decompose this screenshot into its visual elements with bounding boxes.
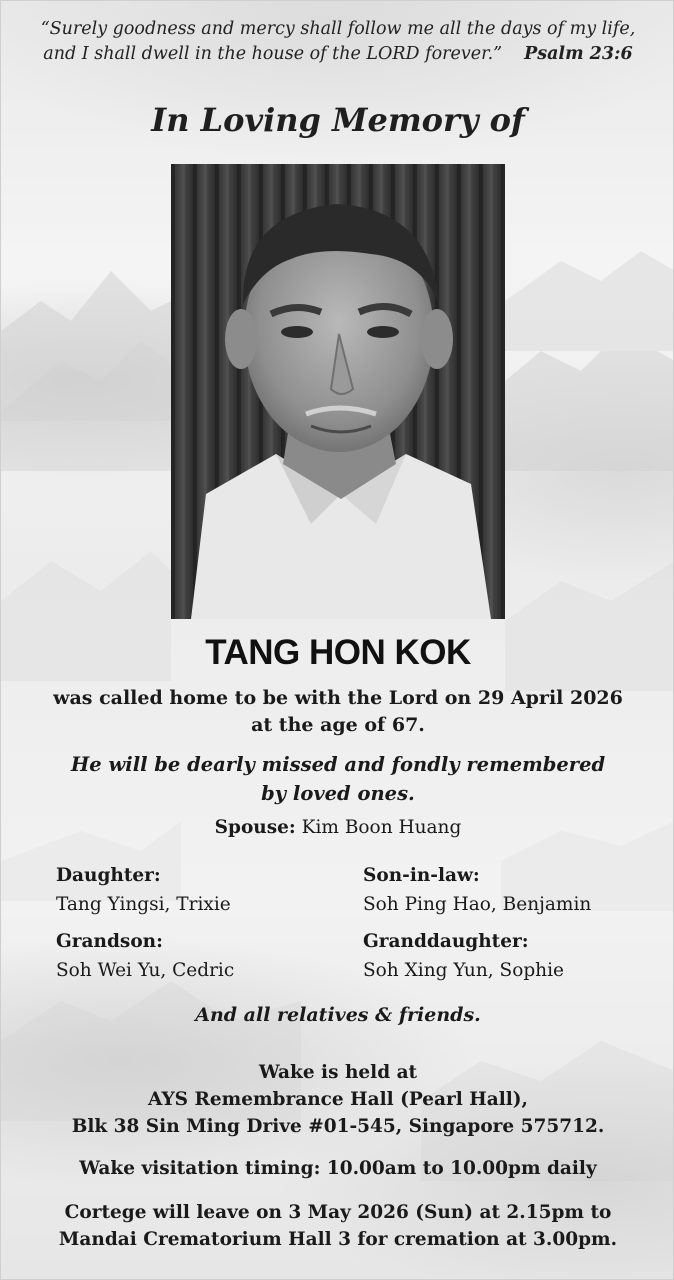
verse-reference: Psalm 23:6 [524,44,633,64]
spouse-label: Spouse: [214,817,296,838]
granddaughter-name: Soh Xing Yun, Sophie [363,960,564,981]
wake-details [21,1059,655,1140]
verse-line-2-text: and I shall dwell in the house of the LORD forever.” [43,44,503,64]
cortege-line-1: Cortege will leave on 3 May 2026 (Sun) at 2.15pm to [64,1202,612,1223]
spouse-name: Kim Boon Huang [301,817,462,838]
passing-line-1: was called home to be with the Lord on 29 April 2026 [53,687,623,709]
daughter-name: Tang Yingsi, Trixie [56,894,231,915]
portrait-image [171,164,505,619]
remembrance-message [21,750,655,808]
granddaughter-label: Granddaughter: [363,931,529,952]
deceased-name: TANG HON KOK [205,633,471,672]
verse-line-1: “Surely goodness and mercy shall follow me all the days of my life, [40,19,636,39]
scripture-verse [21,17,655,67]
remembrance-line-1: He will be dearly missed and fondly remembered [70,753,606,776]
passing-line-2: at the age of 67. [251,714,425,736]
visitation-timing: Wake visitation timing: 10.00am to 10.00pm daily [79,1158,597,1179]
passing-announcement [21,685,655,739]
cortege-line-2: Mandai Crematorium Hall 3 for cremation at 3.00pm. [58,1229,618,1250]
wake-line-2: AYS Remembrance Hall (Pearl Hall), [148,1089,528,1110]
daughter-label: Daughter: [56,865,161,886]
remembrance-line-2: by loved ones. [261,782,415,805]
portrait-photo [171,164,505,619]
grandson-name: Soh Wei Yu, Cedric [56,960,235,981]
son-in-law-name: Soh Ping Hao, Benjamin [363,894,592,915]
memorial-heading: In Loving Memory of [151,101,525,139]
spouse-entry [1,817,674,838]
cortege-details [21,1199,655,1253]
relatives-friends-line: And all relatives & friends. [195,1004,481,1026]
verse-line-2 [21,42,655,67]
son-in-law-label: Son-in-law: [363,865,480,886]
wake-line-3: Blk 38 Sin Ming Drive #01-545, Singapore 575712. [71,1116,605,1137]
wake-line-1: Wake is held at [258,1062,418,1083]
grandson-label: Grandson: [56,931,163,952]
